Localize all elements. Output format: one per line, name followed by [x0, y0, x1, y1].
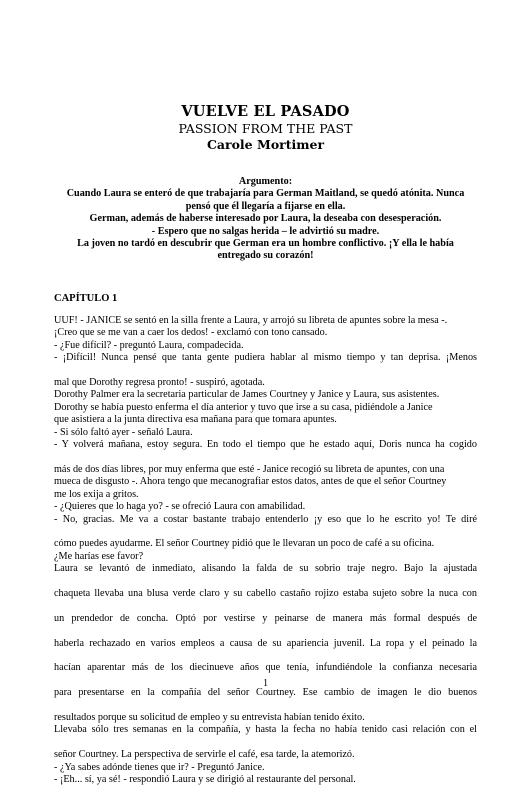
body-line: hacían aparentar más de los diecinueve años que tenía, infundiéndole la confianza necesaria: [54, 662, 477, 674]
page-number: 1: [262, 678, 269, 689]
body-line: UUF! - JANICE se sentó en la silla frente a Laura, y arrojó su libreta de apuntes sobre la mesa -.: [54, 315, 448, 326]
body-line: mueca de disgusto -. Ahora tengo que mecanografiar estos datos, antes de que el señor Courtney: [54, 476, 447, 488]
original-title: PASSION FROM THE PAST: [178, 121, 353, 136]
body-line: - Si sólo faltó ayer - señaló Laura.: [54, 426, 193, 438]
body-line: Llevaba sólo tres semanas en la compañía, y hasta la fecha no había tenido casi relación con el: [54, 724, 477, 736]
author-name: Carole Mortimer: [206, 137, 325, 152]
synopsis-line: German, además de haberse interesado por Laura, la deseaba con desesperación.: [89, 213, 442, 225]
body-line: ¡Creo que se me van a caer los dedos! - exclamó con tono cansado.: [54, 327, 328, 339]
synopsis-line: Cuando Laura se enteró de que trabajaría para German Maitland, se quedó atónita. Nunca: [66, 188, 465, 200]
body-line: un prendedor de concha. Optó por vestirse y peinarse de manera más formal después de: [54, 612, 477, 624]
body-line: - ¡Eh... sí, ya sé! - respondió Laura y se dirigió al restaurante del personal.: [54, 774, 356, 786]
body-line: - ¿Quieres que lo haga yo? - se ofreció Laura con amabilidad.: [54, 501, 306, 513]
body-line: Dorothy se había puesto enferma el día anterior y tuvo que irse a su casa, pidiéndole a Janice: [54, 401, 433, 413]
body-line: - ¿Ya sabes adónde tienes que ir? - Preguntó Janice.: [54, 761, 265, 773]
synopsis-heading: Argumento:: [238, 176, 293, 187]
book-title: VUELVE EL PASADO: [181, 103, 350, 120]
body-line: - ¡Difícil! Nunca pensé que tanta gente pudiera hablar al mismo tiempo y tan deprisa. ¡Menos: [54, 352, 477, 364]
body-line: chaqueta llevaba una blusa verde claro y su cabello castaño rojizo estaba sujeto sobre la nuca con: [54, 587, 477, 599]
body-line: ¿Me harías ese favor?: [54, 550, 144, 562]
body-line: que asistiera a la junta directiva esa mañana para que tomara apuntes.: [54, 414, 337, 426]
body-line: - Y volverá mañana, estoy segura. En todo el tiempo que he estado aquí, Doris nunca ha cogido: [54, 439, 477, 451]
synopsis-line: - Espero que no salgas herida – le advirtió su madre.: [151, 225, 380, 237]
body-line: - ¿Fue difícil? - preguntó Laura, compadecida.: [54, 339, 244, 351]
synopsis-line: entregado su corazón!: [217, 250, 314, 262]
body-text: [54, 315, 477, 786]
body-line: haberla rechazado en varios empleos a causa de su apariencia juvenil. La ropa y el peinado la: [54, 637, 477, 649]
body-line: resultados porque su solicitud de empleo y su entrevista habían tenido éxito.: [54, 712, 365, 723]
body-line: más de dos días libres, por muy enferma que esté - Janice recogió su libreta de apuntes, con una: [54, 463, 445, 475]
body-line: Laura se levantó de inmediato, alisando la falda de su sobrio traje negro. Bajo la ajustada: [54, 563, 477, 575]
body-line: Dorothy Palmer era la secretaria particular de James Courtney y Janice y Laura, sus asistentes.: [54, 389, 440, 401]
chapter-heading: CAPÍTULO 1: [54, 293, 118, 304]
synopsis: [54, 176, 477, 263]
body-line: señor Courtney. La perspectiva de servirle el café, esa tarde, la atemorizó.: [54, 749, 355, 761]
synopsis-line: La joven no tardó en descubrir que German era un hombre conflictivo. ¡Y ella le había: [77, 238, 454, 250]
body-line: mal que Dorothy regresa pronto! - suspiró, agotada.: [54, 377, 265, 389]
body-line: me los exija a gritos.: [54, 488, 139, 500]
body-line: - No, gracias. Me va a costar bastante trabajo entenderlo ¡y eso que lo he escrito yo! Te diré: [54, 513, 477, 525]
body-line: para presentarse en la compañía del señor Courtney. Ese cambio de imagen le dio buenos: [54, 687, 477, 699]
body-line: cómo puedes ayudarme. El señor Courtney pidió que le llevaran un poco de café a su oficina.: [54, 538, 435, 550]
synopsis-line: pensó que él llegaría a fijarse en ella.: [185, 200, 346, 212]
